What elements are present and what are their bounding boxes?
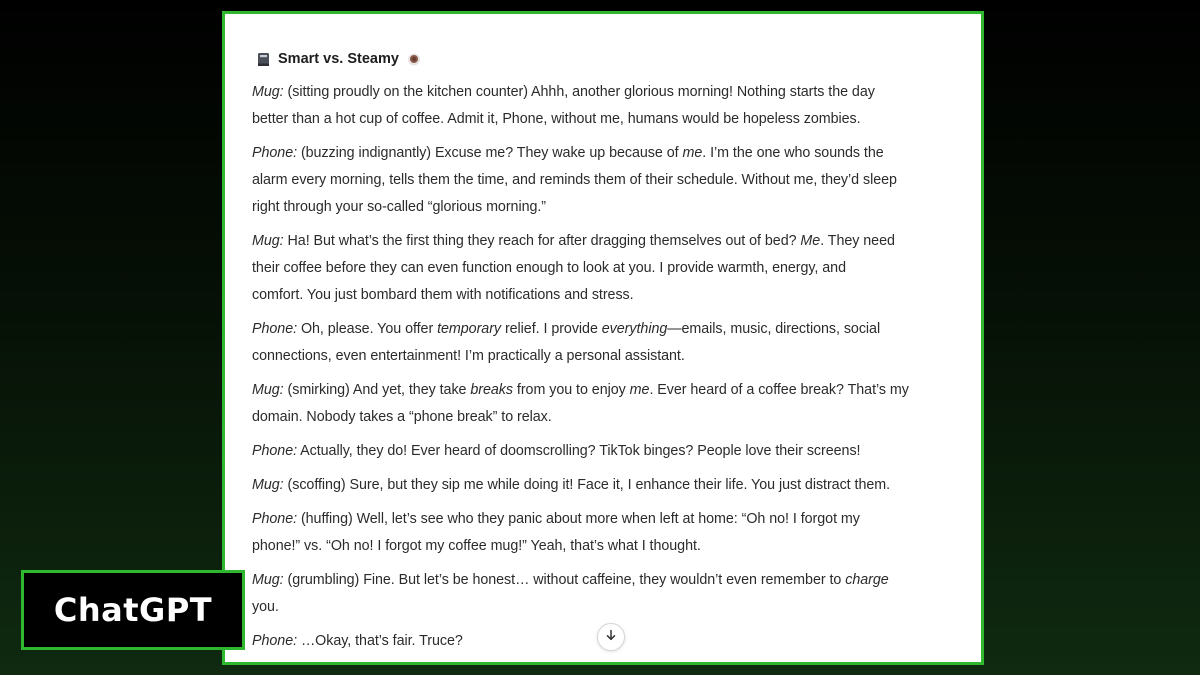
line-text: their coffee before they can even function enough to look at you. I provide warmth, energy, and (252, 260, 846, 276)
emphasis-text: temporary (437, 321, 502, 337)
book-icon (257, 52, 270, 67)
emphasis-text: me (629, 382, 650, 398)
line-text: —emails, music, directions, social (667, 321, 881, 337)
line-text: (grumbling) Fine. But let’s be honest… without caffeine, they wouldn’t even remember to (283, 572, 846, 588)
line-text: . I’m the one who sounds the (702, 145, 884, 161)
line-text: Actually, they do! Ever heard of doomscrolling? TikTok binges? People love their screens! (297, 443, 861, 459)
chat-line (252, 404, 552, 431)
line-text: from you to enjoy (513, 382, 630, 398)
line-text: Oh, please. You offer (297, 321, 438, 337)
chat-line (252, 79, 875, 106)
speaker-label: Phone: (252, 511, 298, 527)
speaker-label: Phone: (252, 321, 298, 337)
line-text: relief. I provide (501, 321, 602, 337)
line-text: . Ever heard of a coffee break? That’s my (649, 382, 909, 398)
line-text: (huffing) Well, let’s see who they panic about more when left at home: “Oh no! I forgot my (297, 511, 860, 527)
line-text: domain. Nobody takes a “phone break” to relax. (252, 409, 552, 425)
arrow-down-icon (605, 628, 617, 646)
speaker-label: Phone: (252, 633, 298, 649)
speaker-label: Mug: (252, 84, 284, 100)
line-text: comfort. You just bombard them with notifications and stress. (252, 287, 634, 303)
chat-title-row (257, 49, 421, 69)
chatgpt-badge (21, 570, 245, 650)
chat-line (252, 594, 279, 621)
chat-line (252, 194, 546, 221)
chat-line (252, 628, 463, 655)
chat-line (252, 438, 860, 465)
line-text: phone!” vs. “Oh no! I forgot my coffee mug!” Yeah, that’s what I thought. (252, 538, 701, 554)
chat-line (252, 282, 634, 309)
scroll-down-button[interactable] (597, 623, 625, 651)
speaker-label: Phone: (252, 145, 298, 161)
chat-line (252, 533, 701, 560)
chat-line (252, 377, 909, 404)
speaker-label: Mug: (252, 477, 284, 493)
emphasis-text: everything (601, 321, 668, 337)
speaker-label: Mug: (252, 572, 284, 588)
line-text: (smirking) And yet, they take (283, 382, 471, 398)
speaker-label: Mug: (252, 382, 284, 398)
line-text: alarm every morning, tells them the time, and reminds them of their schedule. Without me, they’d sleep (252, 172, 897, 188)
chat-line (252, 506, 860, 533)
line-text: you. (252, 599, 279, 615)
line-text: . They need (820, 233, 895, 249)
chat-line (252, 106, 861, 133)
chat-line (252, 567, 889, 594)
line-text: right through your so-called “glorious morning.” (252, 199, 547, 215)
line-text: (sitting proudly on the kitchen counter) Ahhh, another glorious morning! Nothing starts the day (283, 84, 875, 100)
speaker-label: Mug: (252, 233, 284, 249)
chat-line (252, 472, 890, 499)
chat-line (252, 316, 880, 343)
speaker-label: Phone: (252, 443, 298, 459)
chat-panel (222, 11, 984, 665)
chat-title: Smart vs. Steamy (278, 51, 399, 67)
chat-line (252, 140, 884, 167)
emphasis-text: me (682, 145, 703, 161)
emphasis-text: Me (800, 233, 821, 249)
chat-line (252, 343, 685, 370)
line-text: Ha! But what’s the first thing they reach for after dragging themselves out of bed? (283, 233, 801, 249)
emphasis-text: charge (845, 572, 889, 588)
chat-line (252, 228, 895, 255)
line-text: …Okay, that’s fair. Truce? (297, 633, 463, 649)
line-text: connections, even entertainment! I’m practically a personal assistant. (252, 348, 685, 364)
badge-label: ChatGPT (53, 591, 213, 629)
chat-line (252, 255, 846, 282)
line-text: (buzzing indignantly) Excuse me? They wake up because of (297, 145, 683, 161)
coffee-cup-icon (407, 52, 421, 66)
chat-line (252, 167, 897, 194)
line-text: better than a hot cup of coffee. Admit it, Phone, without me, humans would be hopeless zombies. (252, 111, 861, 127)
emphasis-text: breaks (470, 382, 513, 398)
line-text: (scoffing) Sure, but they sip me while doing it! Face it, I enhance their life. You just distract them. (283, 477, 891, 493)
